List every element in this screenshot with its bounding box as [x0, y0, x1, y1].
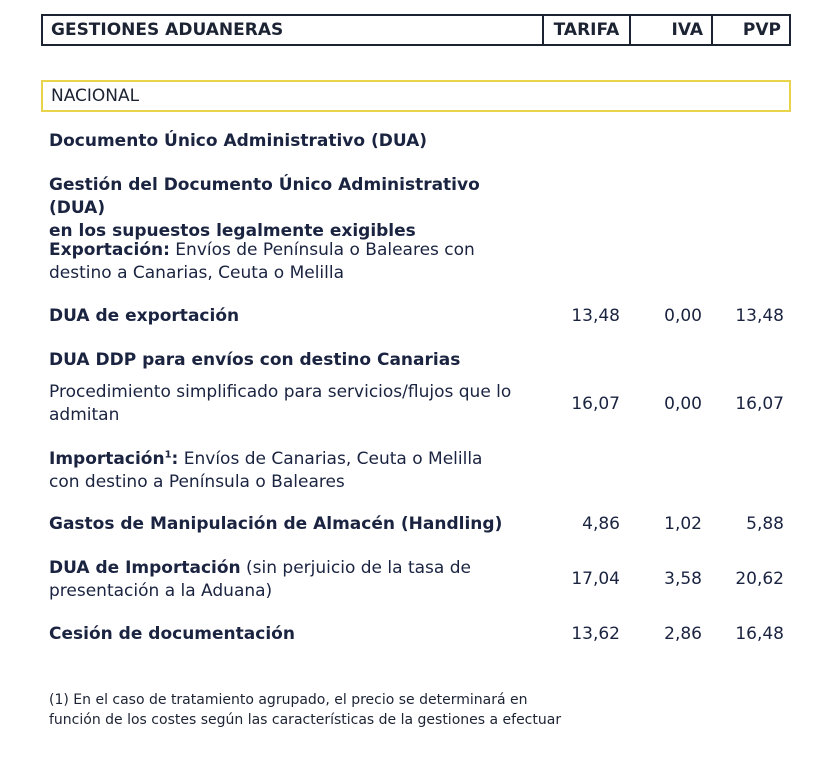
row-label — [49, 448, 539, 494]
row-tarifa: 16,07 — [571, 394, 620, 414]
row-tarifa: 4,86 — [582, 514, 620, 534]
row-label — [49, 381, 539, 427]
header-name: GESTIONES ADUANERAS — [51, 20, 284, 40]
footnote-line1: (1) En el caso de tratamiento agrupado, el precio se determinará en — [49, 692, 528, 708]
row-pvp: 5,88 — [746, 514, 784, 534]
row-label-line2: en los supuestos legalmente exigibles — [49, 221, 416, 241]
row-iva: 0,00 — [664, 394, 702, 414]
row-label-colon: : — [171, 449, 179, 469]
footnote-marker: 1 — [164, 449, 172, 461]
row-label-rest: (sin perjuicio de la tasa de — [240, 558, 471, 578]
row-tarifa: 13,62 — [571, 624, 620, 644]
header-pvp: PVP — [711, 16, 789, 44]
row-pvp: 20,62 — [735, 569, 784, 589]
row-label-line2: admitan — [49, 405, 120, 425]
row-label: DUA de exportación — [49, 306, 240, 326]
row-tarifa: 13,48 — [571, 306, 620, 326]
row-tarifa: 17,04 — [571, 569, 620, 589]
row-label: Gastos de Manipulación de Almacén (Handling) — [49, 514, 503, 534]
section-nacional: NACIONAL — [41, 80, 791, 112]
header-iva: IVA — [629, 16, 711, 44]
row-label-line2: presentación a la Aduana) — [49, 581, 273, 601]
row-label-rest: Envíos de Canarias, Ceuta o Melilla — [178, 449, 483, 469]
row-label: Cesión de documentación — [49, 624, 295, 644]
row-label — [49, 557, 539, 603]
header-tarifa: TARIFA — [542, 16, 629, 44]
row-label-line2: destino a Canarias, Ceuta o Melilla — [49, 263, 345, 283]
row-label-rest: Envíos de Península o Baleares con — [169, 240, 475, 260]
row-label-title: DUA de Importación — [49, 558, 241, 578]
row-label-title: Exportación: — [49, 240, 170, 260]
row-label-line2: con destino a Península o Baleares — [49, 472, 345, 492]
row-iva: 3,58 — [664, 569, 702, 589]
row-pvp: 13,48 — [735, 306, 784, 326]
row-label-line1: Gestión del Documento Único Administrativo (DUA) — [49, 175, 480, 218]
row-iva: 0,00 — [664, 306, 702, 326]
footnote — [49, 690, 649, 730]
footnote-line2: función de los costes según las características de la gestiones a efectuar — [49, 712, 562, 728]
row-label — [49, 239, 539, 285]
table-header — [41, 14, 791, 46]
row-label: Documento Único Administrativo (DUA) — [49, 131, 428, 151]
row-label-title: Importación — [49, 449, 165, 469]
row-label — [49, 174, 539, 243]
row-label: DUA DDP para envíos con destino Canarias — [49, 350, 461, 370]
row-pvp: 16,48 — [735, 624, 784, 644]
row-pvp: 16,07 — [735, 394, 784, 414]
row-label-line1: Procedimiento simplificado para servicios/flujos que lo — [49, 382, 512, 402]
row-iva: 1,02 — [664, 514, 702, 534]
row-iva: 2,86 — [664, 624, 702, 644]
